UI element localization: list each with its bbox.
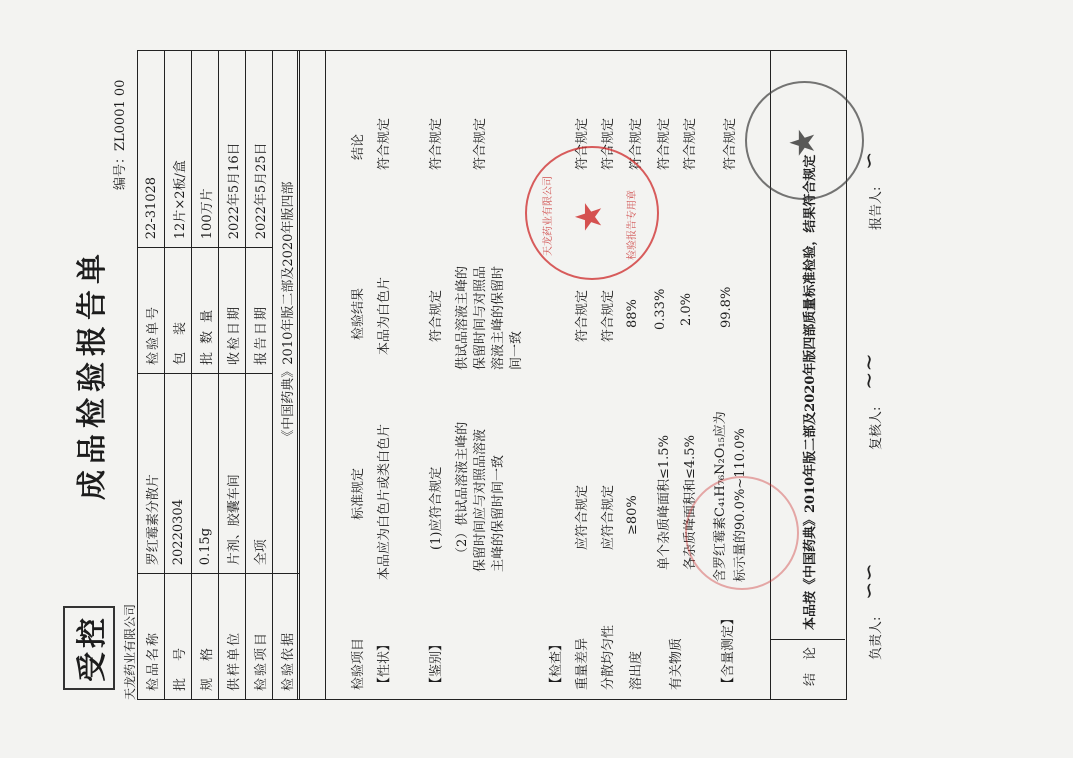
id2-result-2: 保留时间与对照品 [473,265,488,370]
info-label: 收检日期 [219,248,246,374]
info-table [137,50,300,700]
reporter-label: 报告人: [869,186,884,230]
rel1-conclusion: 符合规定 [657,117,672,170]
info-value: 0.15g [192,373,219,573]
char-label: 【性状】 [377,637,392,690]
divider [325,50,326,700]
company-seal [525,146,659,280]
basis-value: 《中国药典》2010年版二部及2020年版四部 [273,51,300,574]
id2-conclusion: 符合规定 [473,117,488,170]
col-standard: 标准规定 [351,467,366,520]
col-item: 检验项目 [351,637,366,690]
rel2-standard: 各杂质峰面积和≤4.5% [683,435,698,570]
star-icon: ★ [569,200,610,233]
info-row [138,51,165,700]
disp-label: 分散均匀性 [601,624,616,690]
disp-conclusion: 符合规定 [601,117,616,170]
id2-result-3: 溶液主峰的保留时 [491,265,506,370]
id2-standard-2: 保留时间应与对照品溶液 [473,428,488,572]
diss-result: 88% [625,299,640,328]
info-label: 检验单号 [138,248,165,374]
info-label: 批 号 [165,574,192,700]
reviewer-signature: ∼∼ [857,353,882,390]
disp-result: 符合规定 [601,289,616,342]
info-label: 检品名称 [138,574,165,700]
info-value: 100万片 [192,51,219,248]
info-value: 2022年5月25日 [246,51,273,248]
info-label: 报告日期 [246,248,273,374]
id1-result: 符合规定 [429,289,444,342]
report-title: 成品检验报告单 [75,248,110,500]
char-result: 本品为白色片 [377,276,392,355]
reviewer-label: 复核人: [869,406,884,450]
info-row [246,51,273,700]
info-value: 22-31028 [138,51,165,248]
serial-number: 编号：ZL0001 00 [113,79,128,190]
diss-conclusion: 符合规定 [629,117,644,170]
basis-label: 检验依据 [273,574,300,700]
rel2-result: 2.0% [679,292,694,326]
diss-label: 溶出度 [629,650,644,690]
id2-standard-1: （2）供试品溶液主峰的 [455,421,470,560]
info-row [165,51,192,700]
check-label: 【检查】 [549,637,564,690]
grey-seal [745,81,864,200]
conclusion-text: 本品按《中国药典》2010年版二部及2020年版四部质量标准检验，结果符合规定 [803,154,818,630]
info-value: 12片×2板/盒 [165,51,192,248]
rel1-result: 0.33% [653,288,668,330]
rel-label: 有关物质 [669,637,684,690]
info-row [219,51,246,700]
company-name: 天龙药业有限公司 [123,603,137,700]
faint-seal [685,476,799,590]
star-icon: ★ [783,127,823,158]
assay-conclusion: 符合规定 [723,117,738,170]
rel1-standard: 单个杂质峰面积≤1.5% [657,435,672,570]
info-value: 罗红霉素分散片 [138,373,165,573]
info-value: 20220304 [165,373,192,573]
divider [770,639,845,640]
weight-label: 重量差异 [575,637,590,690]
id1-conclusion: 符合规定 [429,117,444,170]
assay-standard-2: 标示量的90.0%~110.0% [733,428,748,582]
diss-standard: ≥80% [625,495,640,535]
assay-result: 99.8% [719,286,734,328]
seal-company-text: 天龙药业有限公司 [543,176,554,256]
id2-result-4: 间一致 [509,330,524,370]
info-label: 检验项目 [246,574,273,700]
seal-text: 检验报告专用章 [627,190,638,260]
info-label: 规 格 [192,574,219,700]
assay-label: 【含量测定】 [721,611,736,690]
disp-standard: 应符合规定 [601,484,616,550]
info-row [192,51,219,700]
controlled-stamp: 受控 [63,606,115,690]
id1-standard: (1)应符合规定 [429,466,444,550]
report-document [75,50,885,700]
info-value: 全项 [246,373,273,573]
info-label: 批 数 量 [192,248,219,374]
id2-standard-3: 主峰的保留时间一致 [491,454,506,572]
col-result: 检验结果 [351,287,366,340]
responsible-signature: ∽∽ [857,563,882,600]
info-label: 供样单位 [219,574,246,700]
char-standard: 本品应为白色片或类白色片 [377,423,392,580]
col-conclusion: 结论 [351,133,366,160]
responsible-label: 负责人: [869,616,884,660]
conclusion-label: 结 论 [803,646,818,686]
reporter-signature: ∽ [857,151,882,170]
weight-conclusion: 符合规定 [575,117,590,170]
rel2-conclusion: 符合规定 [683,117,698,170]
basis-row [273,51,300,700]
id2-result-1: 供试品溶液主峰的 [455,265,470,370]
id-label: 【鉴别】 [429,637,444,690]
weight-standard: 应符合规定 [575,484,590,550]
weight-result: 符合规定 [575,289,590,342]
assay-standard-1: 含罗红霉素C₄₁H₇₆N₂O₁₅应为 [713,411,728,582]
info-label: 包 装 [165,248,192,374]
info-value: 片剂、胶囊车间 [219,373,246,573]
char-conclusion: 符合规定 [377,117,392,170]
info-value: 2022年5月16日 [219,51,246,248]
